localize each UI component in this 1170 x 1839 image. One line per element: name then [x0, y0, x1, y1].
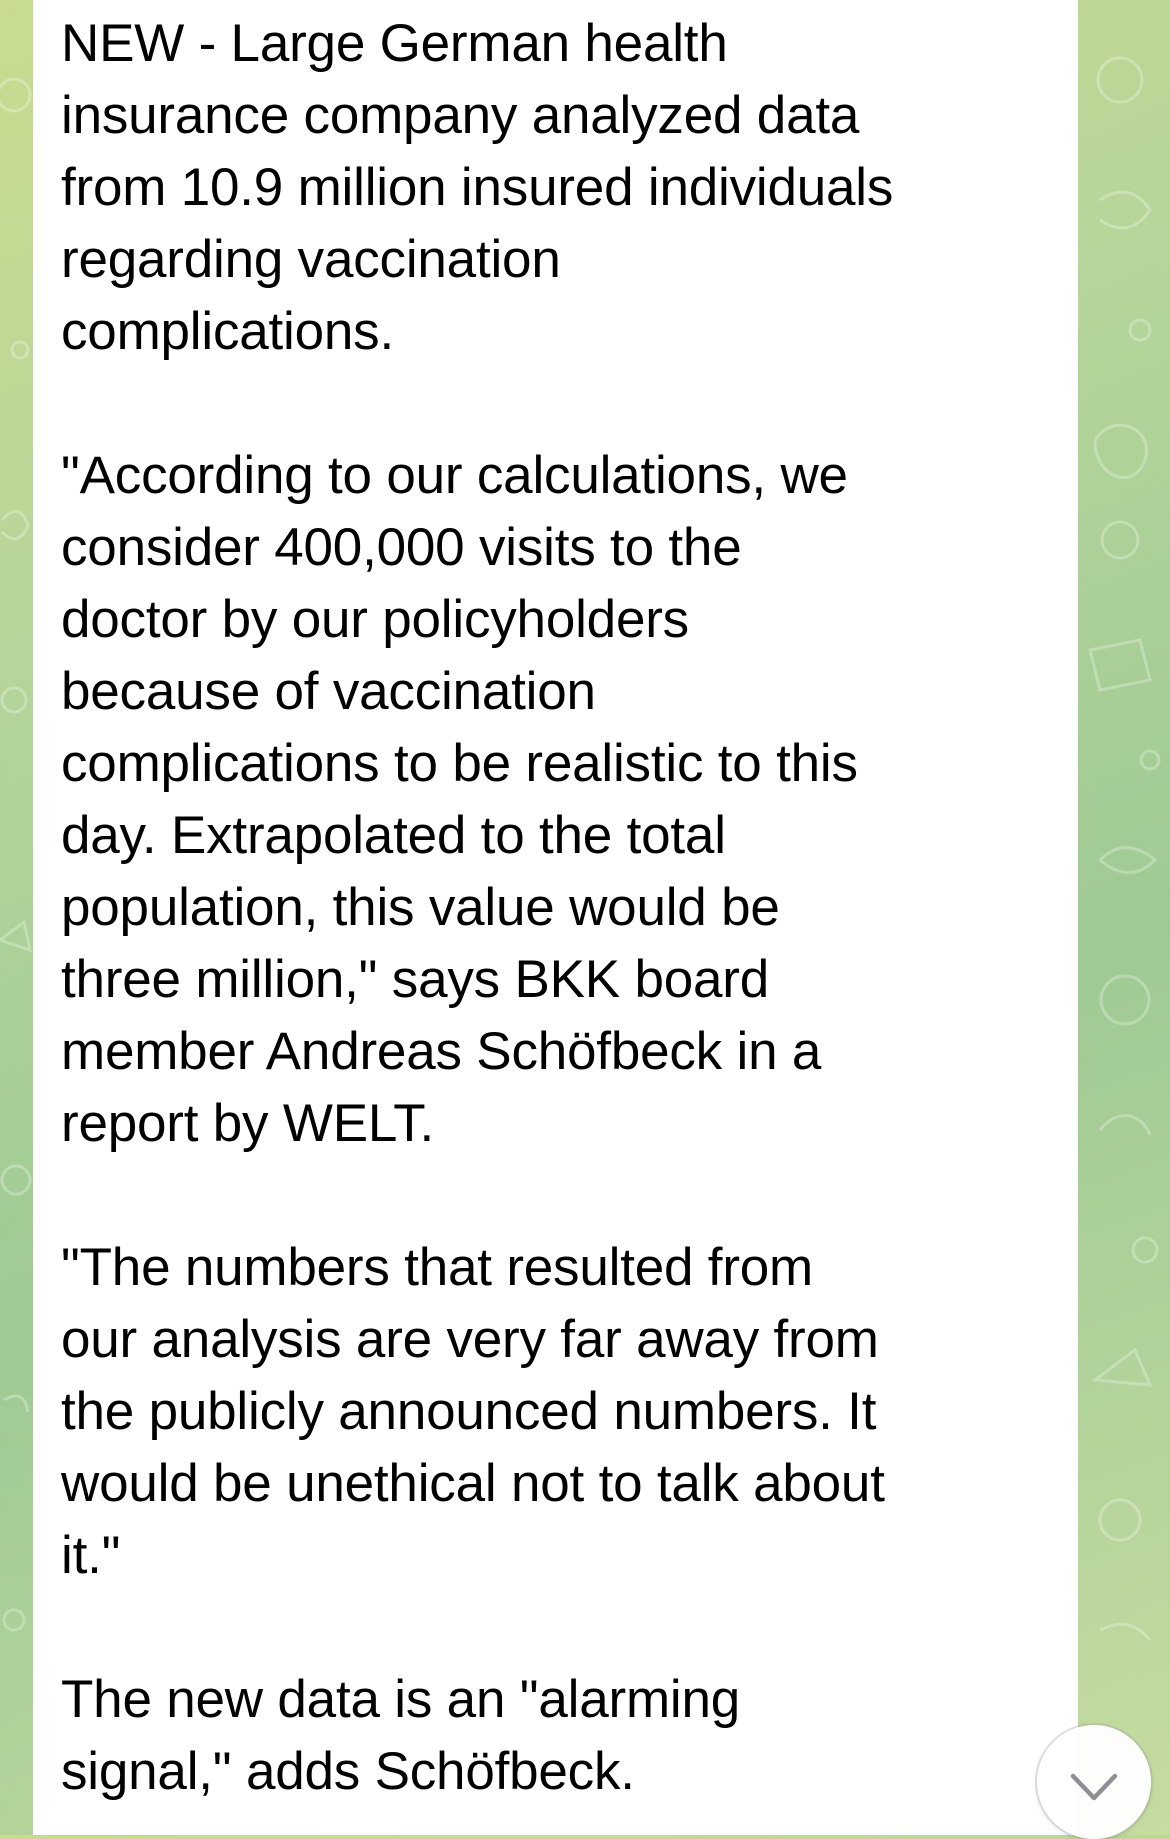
message-text [61, 8, 1021, 1808]
chevron-down-icon [1065, 1758, 1123, 1816]
message-paragraph: "According to our calculations, we consider 400,000 visits to the doctor by our policyholders because of vaccination complications to be realistic to this day. Extrapolated to the total population, this value would be three million," says BKK board member Andreas Schöfbeck in a report by WELT. [61, 446, 858, 1153]
message-paragraph: NEW - Large German health insurance company analyzed data from 10.9 million insured individuals regarding vaccination complications. [61, 14, 894, 361]
message-paragraph: The new data is an "alarming signal," adds Schöfbeck. [61, 1670, 741, 1801]
message-bubble [33, 0, 1078, 1835]
scroll-to-bottom-button[interactable] [1037, 1725, 1151, 1839]
message-paragraph: "The numbers that resulted from our analysis are very far away from the publicly announced numbers. It would be unethical not to talk about it." [61, 1238, 885, 1585]
